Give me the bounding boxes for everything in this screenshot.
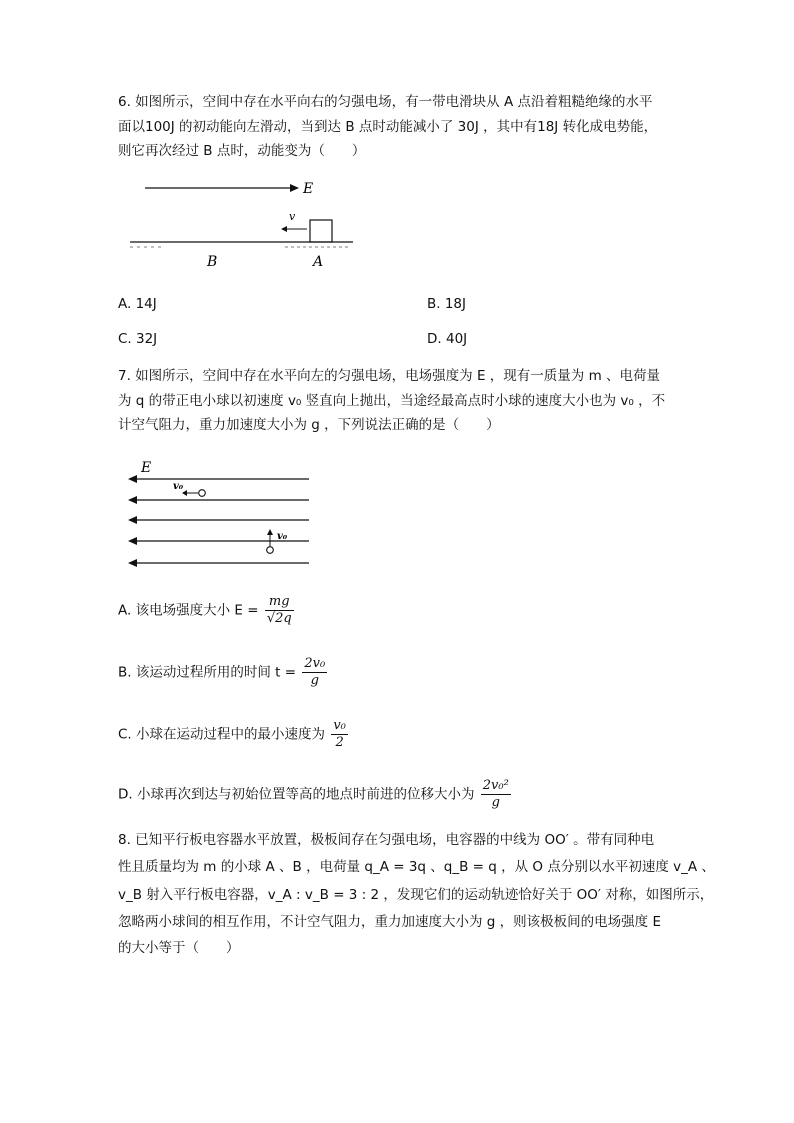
q8-text-line-1: 8. 已知平行板电容器水平放置，极板间存在匀强电场，电容器的中线为 OO′ 。带有同种电 xyxy=(118,832,655,848)
q7-text-line-2: 为 q 的带正电小球以初速度 v₀ 竖直向上抛出，当途经最高点时小球的速度大小也为 v₀ ，不 xyxy=(118,393,666,409)
q7-option-c-numerator: v₀ xyxy=(333,718,346,733)
q6-option-a: A. 14J xyxy=(118,296,157,312)
q7-field-label: E xyxy=(141,460,152,476)
q6-text-line-3: 则它再次经过 B 点时，动能变为（ ） xyxy=(118,143,366,159)
q7-option-c-fraction xyxy=(331,718,348,751)
q7-option-d-text: D. 小球再次到达与初始位置等高的地点时前进的位移大小为 xyxy=(118,786,475,803)
q6-point-b: B xyxy=(207,254,218,270)
q8-text-line-4: 忽略两小球间的相互作用，不计空气阻力，重力加速度大小为 g ，则该极板间的电场强度 E xyxy=(118,914,661,930)
q8-text-line-2: 性且质量均为 m 的小球 A 、B ，电荷量 q_A = 3q 、q_B = q ，从 O 点分别以水平初速度 v_A 、 xyxy=(118,859,715,875)
q7-option-d xyxy=(118,778,513,811)
q8-text-line-3: v_B 射入平行板电容器，v_A : v_B = 3 : 2 ，发现它们的运动轨迹恰好关于 OO′ 对称，如图所示， xyxy=(118,887,714,903)
q7-option-b xyxy=(118,656,329,689)
q6-option-b: B. 18J xyxy=(427,296,467,312)
q7-option-a xyxy=(118,594,296,627)
q7-text-line-1: 7. 如图所示，空间中存在水平向左的匀强电场，电场强度为 E ，现有一质量为 m 、电荷量 xyxy=(118,368,661,384)
q7-bottom-velocity-label: v₀ xyxy=(277,531,288,542)
q6-text-line-1: 6. 如图所示，空间中存在水平向右的匀强电场，有一带电滑块从 A 点沿着粗糙绝缘的水平 xyxy=(118,94,653,110)
q6-text-line-2: 面以100J 的初动能向左滑动，当到达 B 点时动能减小了 30J ，其中有18J 转化成电势能， xyxy=(118,119,658,135)
q7-option-c-text: C. 小球在运动过程中的最小速度为 xyxy=(118,726,326,743)
q6-option-c: C. 32J xyxy=(118,331,158,347)
q7-top-velocity-label: v₀ xyxy=(173,481,184,492)
q7-option-b-denominator: g xyxy=(310,673,319,688)
q7-option-b-text: B. 该运动过程所用的时间 t = xyxy=(118,664,297,681)
q7-figure xyxy=(125,457,315,569)
q7-option-b-fraction xyxy=(302,656,327,689)
q6-point-a: A xyxy=(313,254,324,270)
q7-option-c xyxy=(118,718,350,751)
q7-option-c-denominator: 2 xyxy=(335,735,344,750)
q6-velocity-label: v xyxy=(289,210,296,223)
q7-option-b-numerator: 2v₀ xyxy=(304,656,326,671)
q7-option-a-numerator: mg xyxy=(265,594,294,611)
q7-text-line-3: 计空气阻力，重力加速度大小为 g ，下列说法正确的是（ ） xyxy=(118,417,500,433)
q6-figure xyxy=(125,178,360,270)
q8-text-line-5: 的大小等于（ ） xyxy=(118,940,240,956)
q6-field-label: E xyxy=(303,181,314,197)
q7-option-a-text: A. 该电场强度大小 E = xyxy=(118,602,259,619)
q7-option-d-fraction xyxy=(481,778,511,811)
q6-option-d: D. 40J xyxy=(427,331,468,347)
q7-option-a-fraction xyxy=(265,594,294,627)
q7-option-d-numerator: 2v₀² xyxy=(482,778,509,793)
q7-option-d-denominator: g xyxy=(491,795,500,810)
q7-option-a-denominator: √2q xyxy=(266,611,292,626)
